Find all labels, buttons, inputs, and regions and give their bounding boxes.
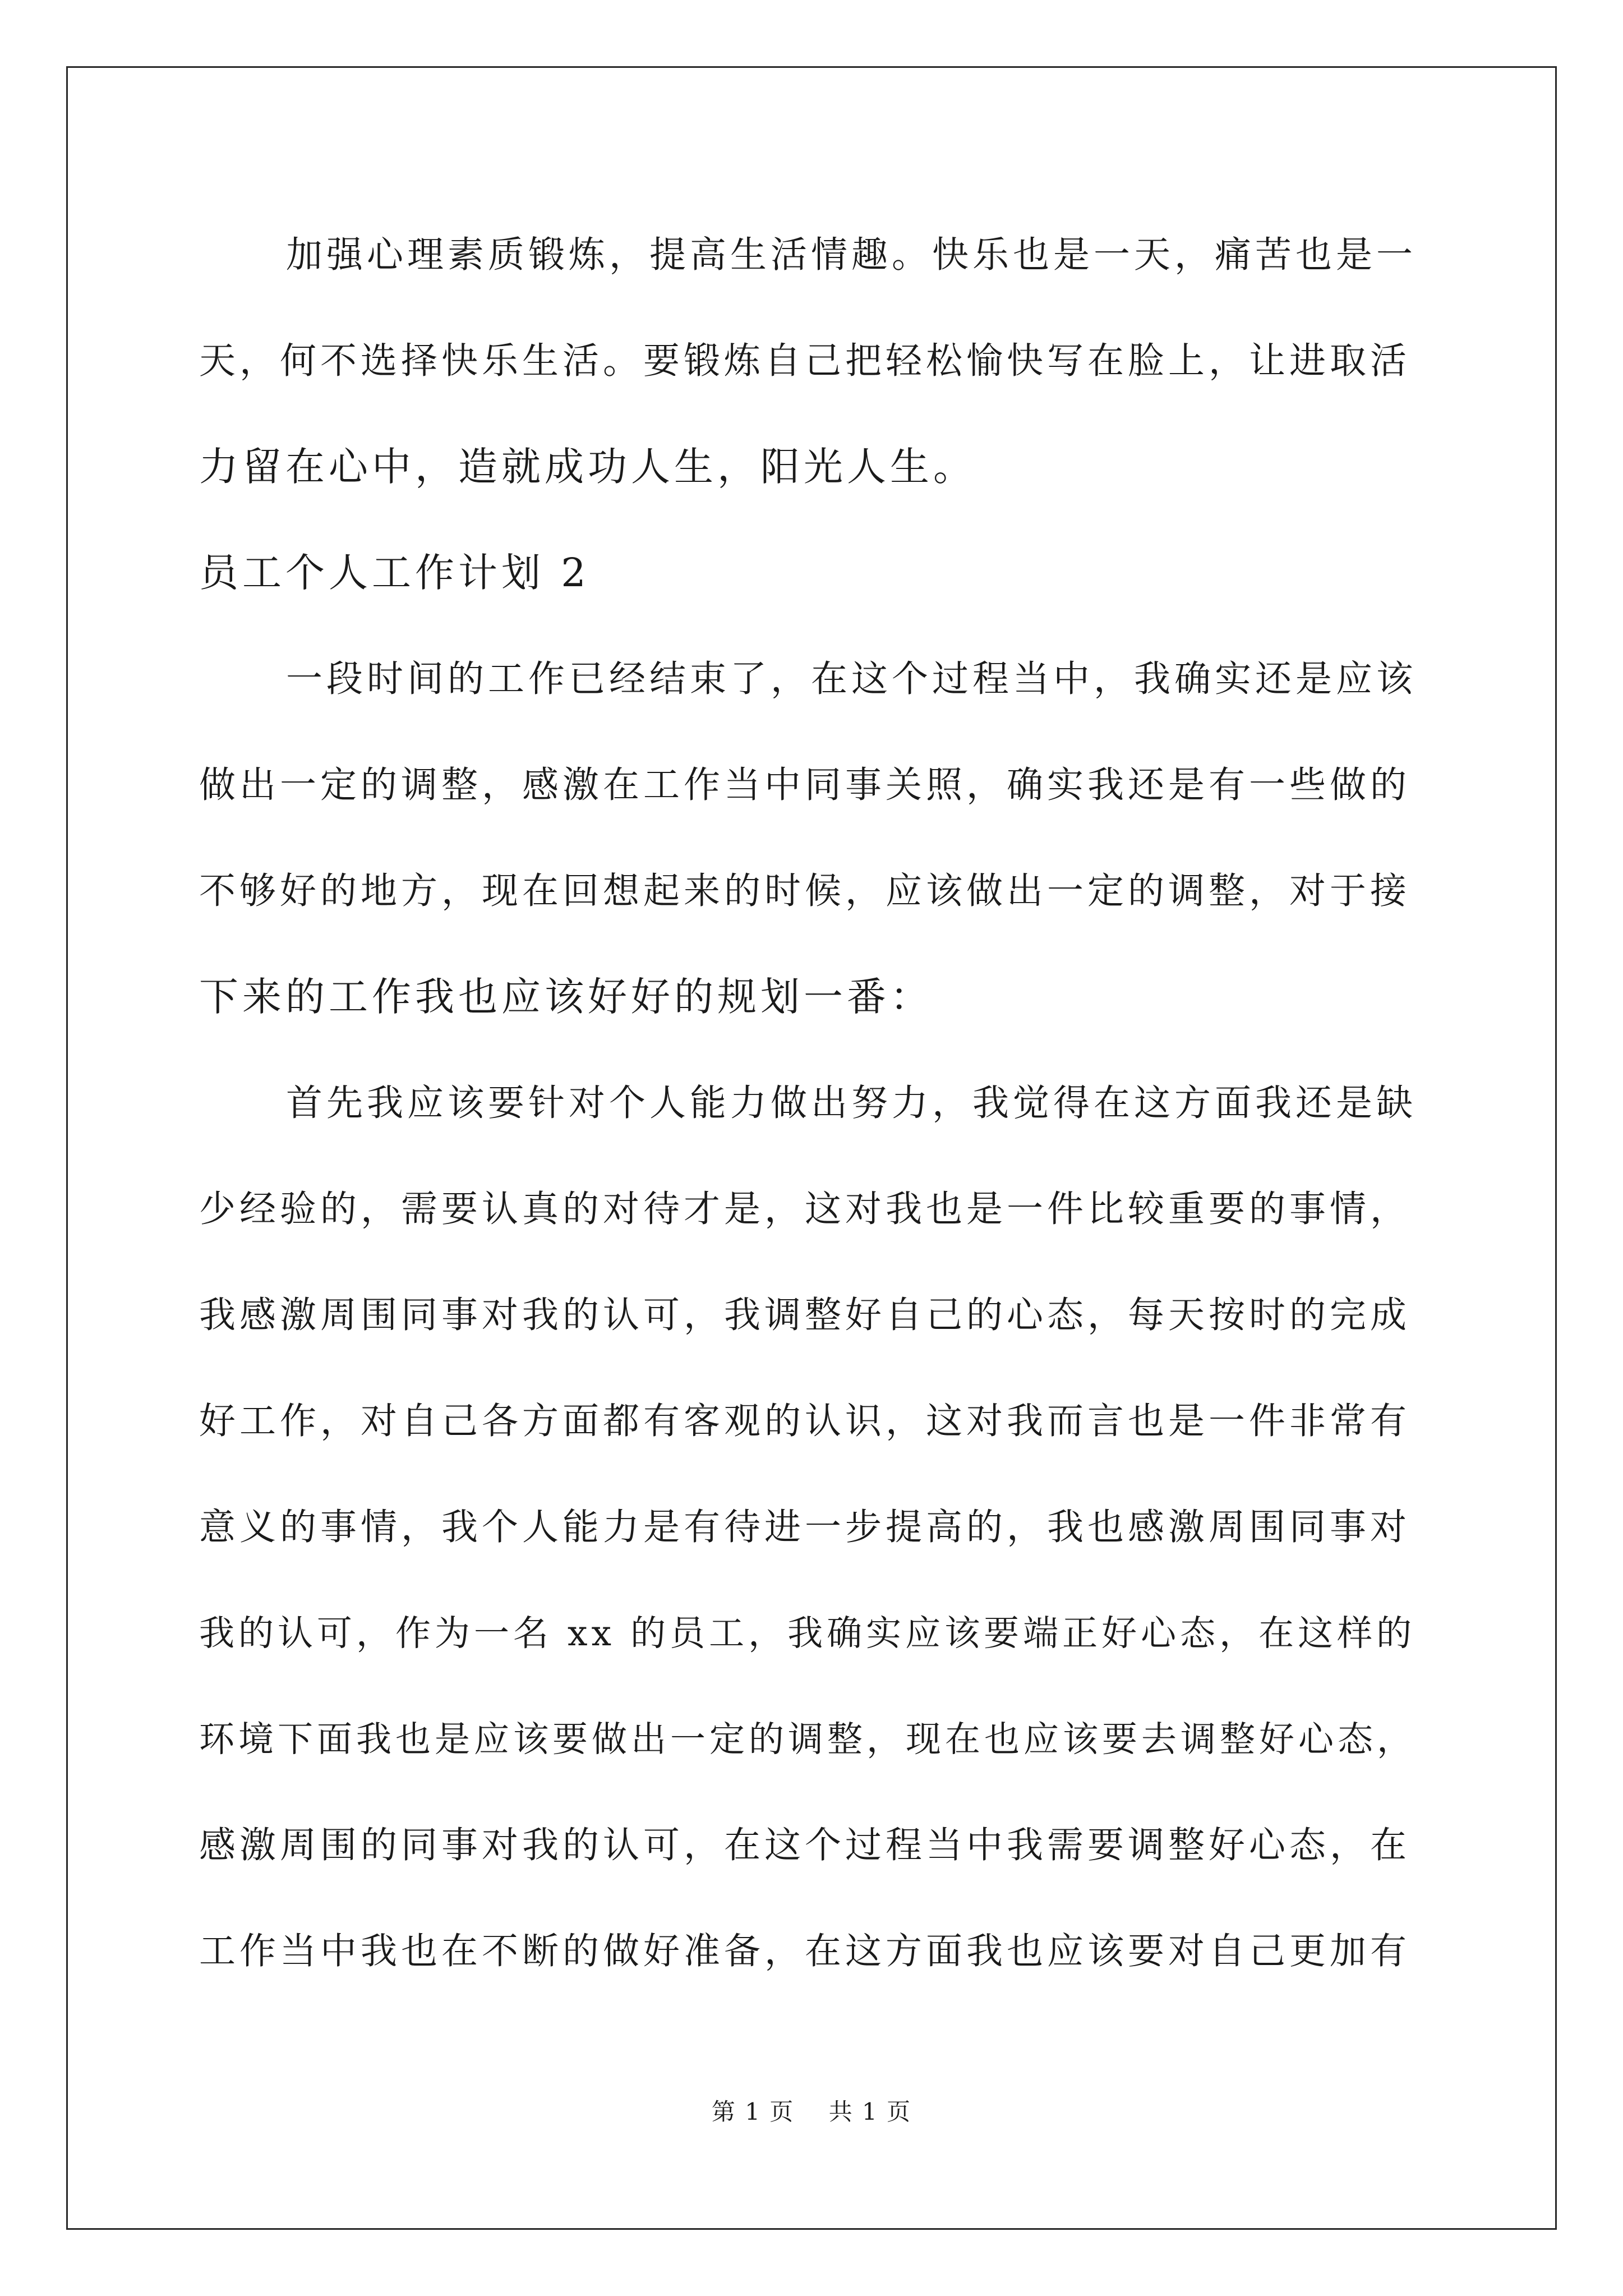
section-heading: 员工个人工作计划 2 bbox=[199, 550, 590, 596]
text-line: 环境下面我也是应该要做出一定的调整，现在也应该要去调整好心态， bbox=[199, 1719, 1416, 1760]
text-line: 力留在心中，造就成功人生，阳光人生。 bbox=[199, 444, 976, 490]
text-line: 天，何不选择快乐生活。要锻炼自己把轻松愉快写在脸上，让进取活 bbox=[199, 340, 1411, 382]
text-line: 首先我应该要针对个人能力做出努力，我觉得在这方面我还是缺 bbox=[286, 1082, 1417, 1124]
text-line: 我的认可，作为一名 xx 的员工，我确实应该要端正好心态，在这样的 bbox=[199, 1613, 1416, 1654]
text-line: 加强心理素质锻炼，提高生活情趣。快乐也是一天，痛苦也是一 bbox=[286, 234, 1417, 276]
page-number-footer: 第 1 页 共 1 页 bbox=[711, 2098, 912, 2125]
text-line: 感激周围的同事对我的认可，在这个过程当中我需要调整好心态，在 bbox=[199, 1824, 1411, 1866]
text-line: 下来的工作我也应该好好的规划一番： bbox=[199, 974, 933, 1020]
text-line: 一段时间的工作已经结束了，在这个过程当中，我确实还是应该 bbox=[286, 658, 1417, 700]
text-line: 我感激周围同事对我的认可，我调整好自己的心态，每天按时的完成 bbox=[199, 1294, 1411, 1336]
text-line: 好工作，对自己各方面都有客观的认识，这对我而言也是一件非常有 bbox=[199, 1400, 1411, 1442]
text-line: 做出一定的调整，感激在工作当中同事关照，确实我还是有一些做的 bbox=[199, 764, 1411, 806]
text-line: 工作当中我也在不断的做好准备，在这方面我也应该要对自己更加有 bbox=[199, 1930, 1411, 1972]
text-line: 意义的事情，我个人能力是有待进一步提高的，我也感激周围同事对 bbox=[199, 1506, 1411, 1548]
document-body bbox=[199, 202, 1424, 2004]
text-line: 不够好的地方，现在回想起来的时候，应该做出一定的调整，对于接 bbox=[199, 870, 1411, 912]
text-line: 少经验的，需要认真的对待才是，这对我也是一件比较重要的事情， bbox=[199, 1188, 1411, 1230]
